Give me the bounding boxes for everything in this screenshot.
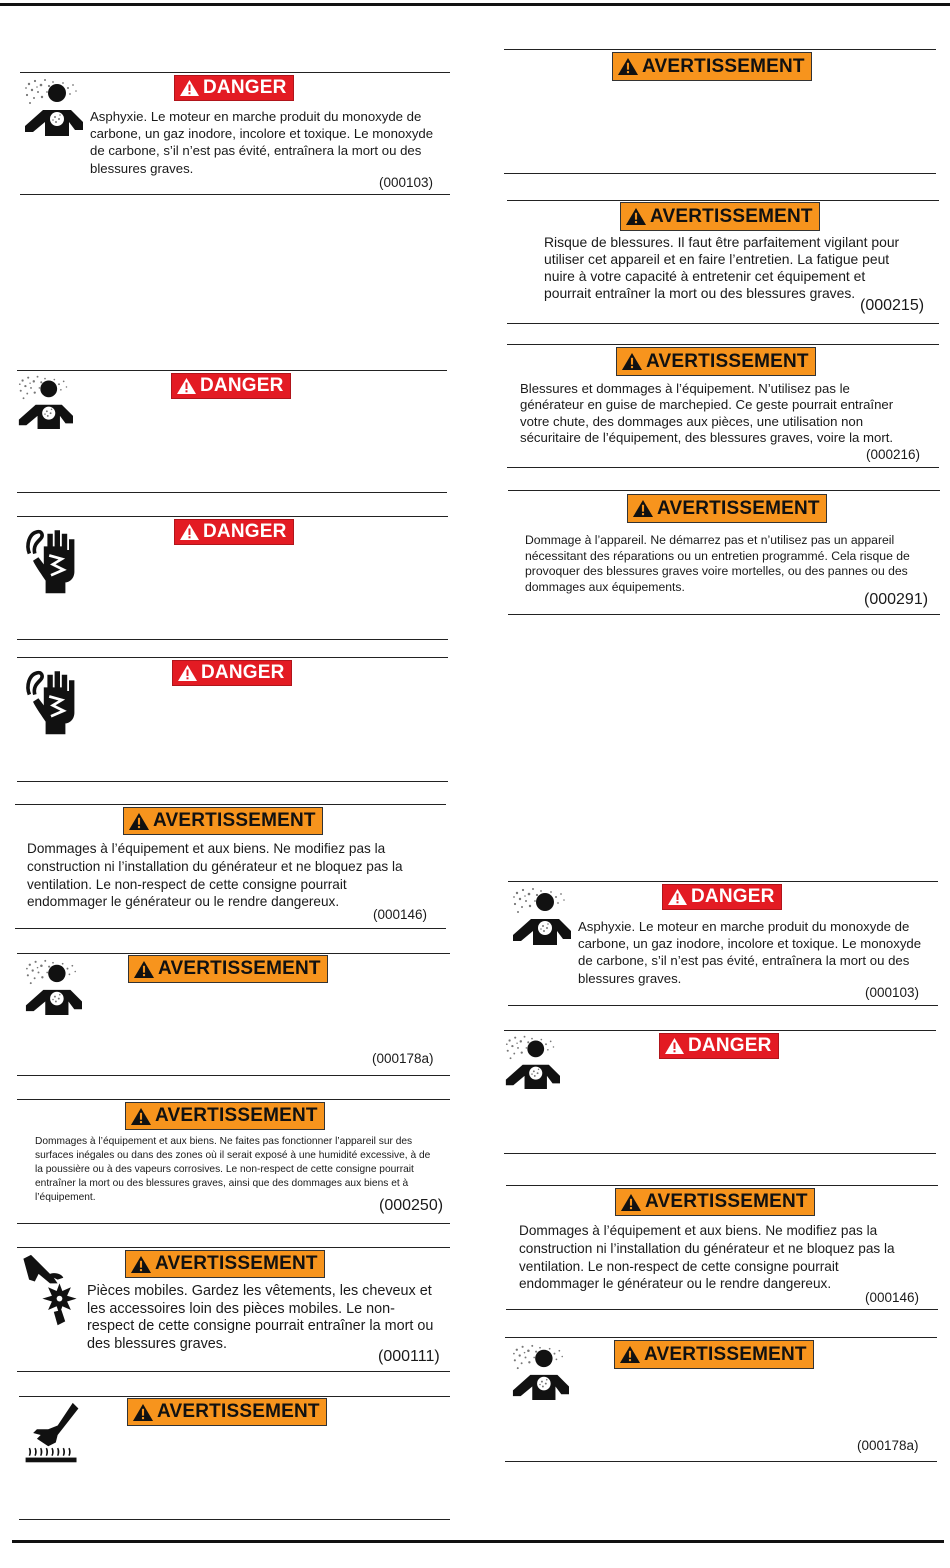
page-top-rule — [0, 3, 950, 6]
danger-box-co-2 — [17, 370, 447, 493]
warning-triangle-icon — [621, 352, 643, 371]
warning-text: Dommages à l’équipement et aux biens. Ne modifiez pas la construction ni l’installation du générateur et ne bloquez pas la ventilation. Le non-respect de cette consigne pourrait endommager le générateur ou le rendre dangereux. — [519, 1223, 895, 1292]
toxic-gas-icon — [509, 1342, 571, 1400]
warning-box-alteration-1 — [15, 804, 446, 929]
danger-box-shock-2 — [17, 657, 448, 782]
danger-box-shock-1 — [17, 516, 448, 640]
warning-triangle-icon — [176, 377, 197, 395]
toxic-gas-icon — [511, 885, 571, 945]
warning-text: Blessures et dommages à l’équipement. N’utilisez pas le générateur en guise de marchepied. Ce geste pourrait entraîner votre chute, des dommages aux pièces, une utilisation non sécuritaire de l’équipement, des blessures graves, voire la mort. — [520, 381, 894, 445]
warning-triangle-icon — [664, 1037, 685, 1055]
toxic-gas-icon — [22, 957, 84, 1015]
warning-triangle-icon — [179, 523, 200, 541]
warning-label: AVERTISSEMENT — [627, 494, 827, 523]
warning-code: (000178a) — [372, 1051, 434, 1066]
warning-triangle-icon — [617, 57, 639, 76]
danger-label: DANGER — [659, 1033, 779, 1059]
warning-triangle-icon — [619, 1345, 641, 1364]
warning-label: AVERTISSEMENT — [616, 347, 816, 376]
warning-box-alteration-2 — [506, 1185, 938, 1310]
warning-triangle-icon — [625, 207, 647, 226]
warning-box-fatigue — [507, 200, 939, 324]
warning-text: Asphyxie. Le moteur en marche produit du monoxyde de carbone, un gaz inodore, incolore et toxique. Le monoxyde de carbone, s’il n’est pas évité, entraînera la mort ou des blessures graves. — [578, 919, 922, 986]
hot-surface-icon — [21, 1401, 83, 1467]
warning-label: AVERTISSEMENT — [620, 202, 820, 231]
electric-shock-icon — [21, 523, 81, 595]
warning-text: Risque de blessures. Il faut être parfaitement vigilant pour utiliser cet appareil et en faire l’entretien. La fatigue peut nuire à votre capacité à entretenir cet équipement et pourrait entraîner la mort ou des blessures graves. — [544, 234, 900, 301]
warning-box-co-2 — [505, 1337, 937, 1462]
warning-triangle-icon — [620, 1193, 642, 1212]
danger-box-co-4 — [504, 1030, 936, 1154]
warning-triangle-icon — [130, 1107, 152, 1126]
warning-triangle-icon — [130, 1255, 152, 1274]
danger-box-co-1 — [20, 72, 450, 195]
warning-box-co — [17, 953, 450, 1076]
warning-code: (000215) — [860, 297, 925, 314]
warning-code: (000111) — [378, 1348, 440, 1365]
warning-code: (000250) — [379, 1197, 444, 1214]
danger-label: DANGER — [171, 373, 291, 399]
warning-code: (000146) — [865, 1290, 920, 1305]
warning-box-surfaces — [17, 1099, 450, 1224]
warning-label: AVERTISSEMENT — [125, 1250, 325, 1278]
warning-box-hot-surface — [19, 1396, 450, 1520]
warning-triangle-icon — [667, 888, 688, 906]
warning-code: (000103) — [379, 175, 434, 190]
warning-text: Dommages à l’équipement et aux biens. Ne faites pas fonctionner l’appareil sur des surfaces inégales ou dans des zones où il serait exposé à une humidité excessive, à de la poussière ou à des vapeurs corrosives. Le non-respect de cette consigne pourrait entraîner la mort ou des blessures graves, ainsi que des dommages aux biens et à l’équipement. — [35, 1136, 431, 1203]
warning-label: AVERTISSEMENT — [127, 1398, 327, 1426]
warning-triangle-icon — [128, 812, 150, 831]
warning-box-maintenance — [508, 490, 940, 615]
warning-text: Dommage à l’appareil. Ne démarrez pas et n’utilisez pas un appareil nécessitant des réparations ou un entretien programmé. Cela risque de provoquer des blessures graves voire mortelles, ou des pannes ou des dommages aux équipements. — [525, 533, 910, 595]
warning-text: Dommages à l’équipement et aux biens. Ne modifiez pas la construction ni l’installation du générateur et ne bloquez pas la ventilation. Le non-respect de cette consigne pourrait endommager le générateur ou le rendre dangereux. — [27, 841, 403, 910]
moving-parts-icon — [20, 1253, 80, 1329]
warning-triangle-icon — [132, 1403, 154, 1422]
warning-box-step — [507, 344, 939, 468]
warning-label: AVERTISSEMENT — [615, 1188, 815, 1216]
warning-code: (000178a) — [857, 1438, 919, 1453]
warning-label: AVERTISSEMENT — [612, 52, 812, 81]
warning-code: (000291) — [864, 591, 929, 608]
warning-text: Asphyxie. Le moteur en marche produit du monoxyde de carbone, un gaz inodore, incolore et toxique. Le monoxyde de carbone, s’il n’est pas évité, entraînera la mort ou des blessures graves. — [90, 109, 434, 176]
danger-label: DANGER — [172, 660, 292, 686]
warning-triangle-icon — [179, 79, 200, 97]
electric-shock-icon — [21, 664, 81, 736]
danger-label: DANGER — [662, 884, 782, 910]
warning-triangle-icon — [133, 960, 155, 979]
warning-label: AVERTISSEMENT — [614, 1340, 814, 1369]
warning-code: (000216) — [866, 447, 921, 462]
warning-label: AVERTISSEMENT — [125, 1102, 325, 1130]
toxic-gas-icon — [23, 76, 83, 136]
warning-triangle-icon — [177, 664, 198, 682]
page-bottom-rule — [12, 1540, 944, 1543]
toxic-gas-icon — [504, 1033, 560, 1089]
warning-box-moving-parts — [17, 1247, 450, 1372]
danger-label: DANGER — [174, 519, 294, 545]
warning-code: (000146) — [373, 907, 428, 922]
warning-label: AVERTISSEMENT — [123, 807, 323, 835]
danger-label: DANGER — [174, 75, 294, 101]
danger-box-co-3 — [508, 881, 938, 1006]
warning-label: AVERTISSEMENT — [128, 955, 328, 983]
warning-code: (000103) — [865, 985, 920, 1000]
warning-triangle-icon — [632, 499, 654, 518]
warning-box-empty — [504, 49, 936, 174]
warning-text: Pièces mobiles. Gardez les vêtements, les cheveux et les accessoires loin des pièces mobiles. Le non-respect de cette consigne pourrait entraîner la mort ou des blessures graves. — [87, 1283, 434, 1352]
toxic-gas-icon — [17, 373, 73, 429]
